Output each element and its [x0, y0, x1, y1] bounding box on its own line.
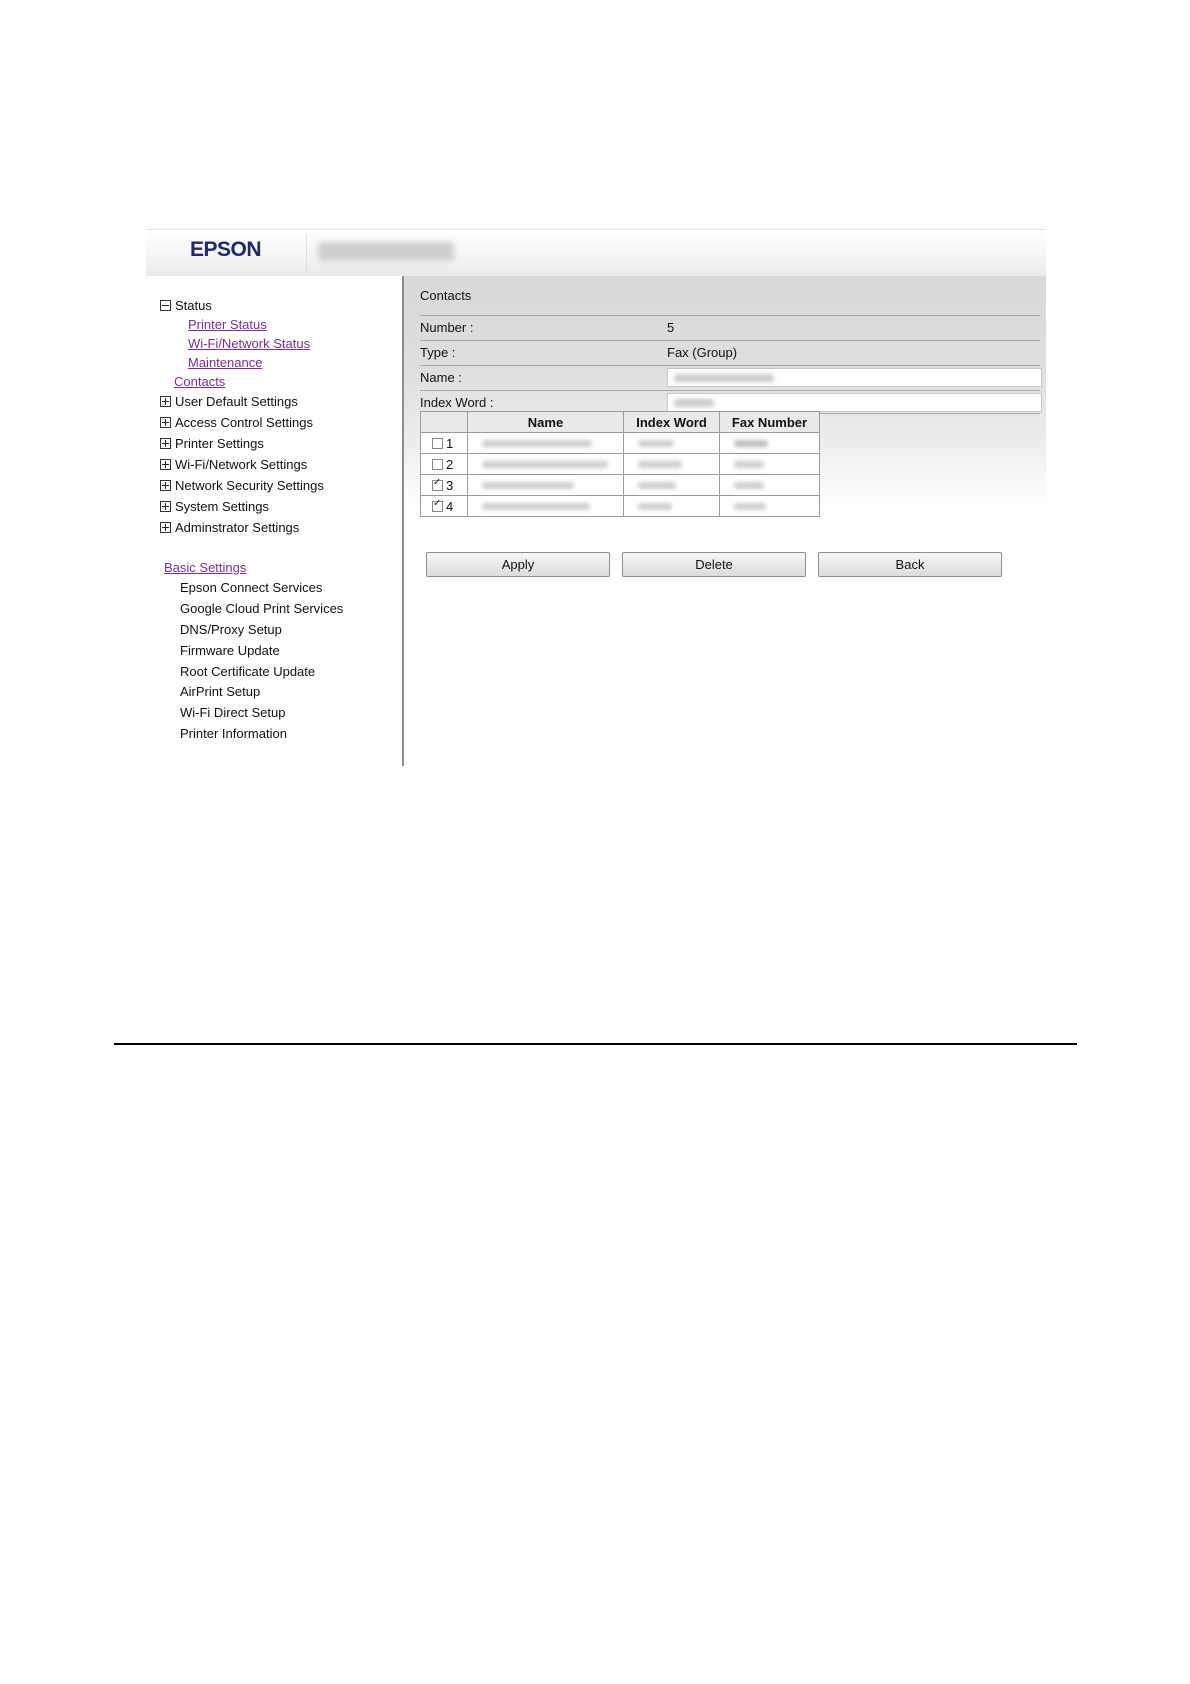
row-checkbox[interactable]	[432, 438, 443, 449]
sidebar-item-label: System Settings	[175, 499, 269, 514]
name-cell	[468, 433, 624, 454]
type-value: Fax (Group)	[667, 345, 738, 360]
index-word-cell	[624, 454, 720, 475]
row-checkbox-checked[interactable]	[432, 501, 443, 512]
sidebar	[146, 276, 404, 766]
sidebar-link-network-status[interactable]: Wi-Fi/Network Status	[188, 336, 311, 351]
number-label: Number :	[420, 320, 474, 335]
sidebar-item-status[interactable]	[160, 298, 212, 314]
name-cell	[468, 496, 624, 517]
fax-number-column-header: Fax Number	[720, 412, 820, 433]
sidebar-item-label: Status	[175, 298, 212, 313]
sidebar-link-basic-settings[interactable]: Basic Settings	[164, 560, 247, 575]
type-row	[420, 340, 1040, 364]
sidebar-link-contacts[interactable]: Contacts	[174, 374, 226, 389]
sidebar-item-google-cloud-print[interactable]: Google Cloud Print Services	[180, 601, 344, 616]
screenshot-frame	[146, 229, 1046, 766]
sidebar-item-dns-proxy[interactable]: DNS/Proxy Setup	[180, 622, 282, 637]
expand-icon[interactable]	[160, 522, 171, 533]
sidebar-item-label: Network Security Settings	[175, 478, 324, 493]
select-cell[interactable]	[421, 475, 468, 496]
sidebar-item-access-control-settings[interactable]	[160, 415, 313, 431]
sidebar-item-network-settings[interactable]	[160, 457, 307, 473]
header-bar	[146, 229, 1046, 277]
index-word-input[interactable]	[667, 393, 1042, 412]
expand-icon[interactable]	[160, 417, 171, 428]
page-title: Contacts	[420, 288, 472, 303]
name-cell	[468, 454, 624, 475]
sidebar-item-root-certificate[interactable]: Root Certificate Update	[180, 664, 316, 679]
index-word-cell	[624, 475, 720, 496]
back-button[interactable]: Back	[818, 552, 1002, 577]
name-row	[420, 365, 1040, 389]
row-checkbox[interactable]	[432, 459, 443, 470]
name-cell	[468, 475, 624, 496]
sidebar-item-network-security-settings[interactable]	[160, 478, 324, 494]
name-label: Name :	[420, 370, 462, 385]
sidebar-item-wifi-direct[interactable]: Wi-Fi Direct Setup	[180, 705, 286, 720]
select-cell[interactable]	[421, 433, 468, 454]
select-cell[interactable]	[421, 496, 468, 517]
blurred-name-value	[674, 374, 774, 382]
row-number: 3	[446, 477, 454, 493]
sidebar-item-label: Adminstrator Settings	[175, 520, 300, 535]
contacts-table	[420, 411, 820, 517]
delete-button[interactable]: Delete	[622, 552, 806, 577]
expand-icon[interactable]	[160, 459, 171, 470]
row-number: 4	[446, 498, 454, 514]
index-word-cell	[624, 433, 720, 454]
printer-model-name-blurred	[318, 242, 454, 261]
type-label: Type :	[420, 345, 456, 360]
row-number: 1	[446, 435, 454, 451]
sidebar-link-maintenance[interactable]: Maintenance	[188, 355, 263, 370]
fax-number-cell	[720, 454, 820, 475]
table-row	[421, 433, 820, 454]
sidebar-item-epson-connect[interactable]: Epson Connect Services	[180, 580, 323, 595]
sidebar-item-label: User Default Settings	[175, 394, 298, 409]
index-word-column-header: Index Word	[624, 412, 720, 433]
expand-icon[interactable]	[160, 396, 171, 407]
index-word-cell	[624, 496, 720, 517]
index-word-label: Index Word :	[420, 395, 494, 410]
blurred-index-word-value	[674, 399, 714, 407]
header-divider	[306, 234, 307, 272]
table-row	[421, 454, 820, 475]
sidebar-item-user-default-settings[interactable]	[160, 394, 298, 410]
select-column-header	[421, 412, 468, 433]
fax-number-cell	[720, 496, 820, 517]
expand-icon[interactable]	[160, 501, 171, 512]
expand-icon[interactable]	[160, 480, 171, 491]
epson-logo: EPSON	[190, 238, 262, 261]
sidebar-item-printer-information[interactable]: Printer Information	[180, 726, 287, 741]
row-checkbox-checked[interactable]	[432, 480, 443, 491]
table-row	[421, 475, 820, 496]
collapse-icon[interactable]	[160, 300, 171, 311]
sidebar-link-printer-status[interactable]: Printer Status	[188, 317, 267, 332]
sidebar-item-label: Printer Settings	[175, 436, 264, 451]
expand-icon[interactable]	[160, 438, 171, 449]
sidebar-item-firmware-update[interactable]: Firmware Update	[180, 643, 280, 658]
sidebar-item-label: Access Control Settings	[175, 415, 314, 430]
number-row	[420, 315, 1040, 339]
sidebar-item-system-settings[interactable]	[160, 499, 269, 515]
sidebar-item-administrator-settings[interactable]	[160, 520, 299, 536]
contacts-panel	[404, 276, 1046, 766]
sidebar-item-label: Wi-Fi/Network Settings	[175, 457, 308, 472]
name-column-header: Name	[468, 412, 624, 433]
sidebar-item-airprint[interactable]: AirPrint Setup	[180, 684, 261, 699]
sidebar-item-printer-settings[interactable]	[160, 436, 264, 452]
fax-number-cell	[720, 475, 820, 496]
name-input[interactable]	[667, 368, 1042, 387]
fax-number-cell	[720, 433, 820, 454]
row-number: 2	[446, 456, 454, 472]
apply-button[interactable]: Apply	[426, 552, 610, 577]
page-divider-line	[114, 1043, 1077, 1045]
select-cell[interactable]	[421, 454, 468, 475]
number-value: 5	[667, 320, 675, 335]
table-row	[421, 496, 820, 517]
